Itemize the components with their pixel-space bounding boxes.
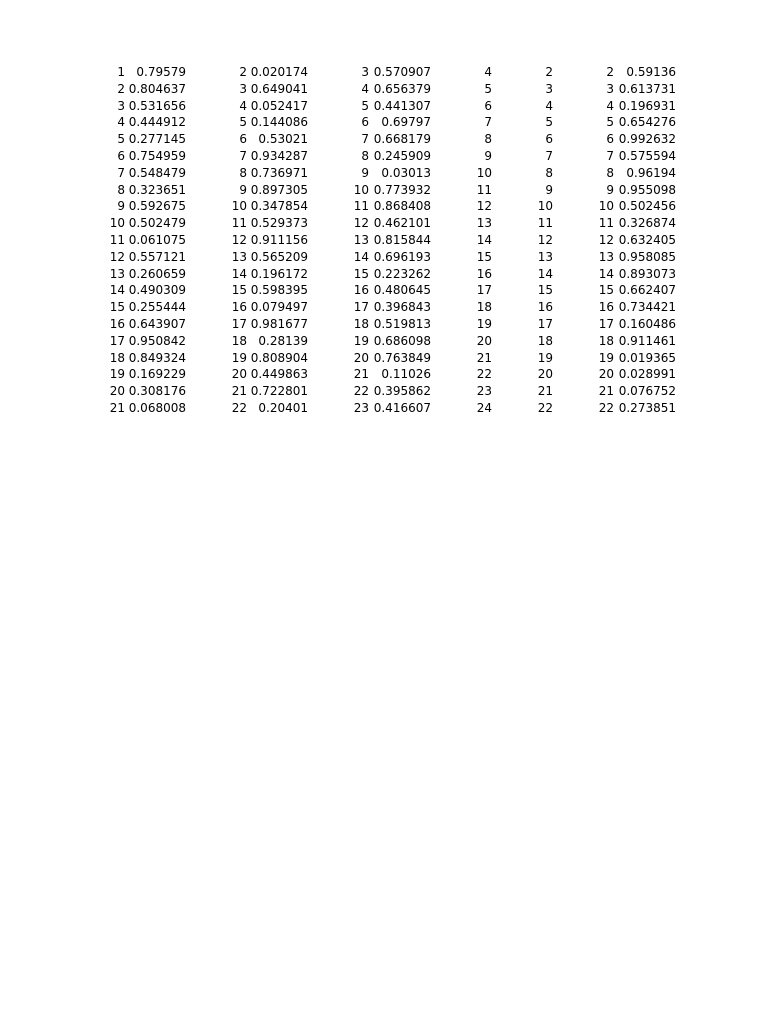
table-cell: 17 — [476, 283, 492, 298]
table-cell: 0.11026 — [381, 367, 431, 382]
table-cell: 0.570907 — [373, 65, 431, 79]
table-cell: 10 — [476, 165, 492, 180]
table-cell: 0.656379 — [373, 81, 431, 96]
table-cell: 0.28139 — [258, 333, 308, 348]
table-cell: 0.911461 — [618, 333, 676, 348]
table-cell: 0.076752 — [618, 384, 676, 399]
table-cell: 17 — [231, 316, 247, 331]
table-cell: 0.028991 — [618, 367, 676, 382]
table-row — [0, 383, 768, 400]
table-row — [0, 148, 768, 165]
table-cell: 11 — [598, 216, 614, 231]
table-cell: 11 — [353, 199, 369, 214]
table-cell: 0.223262 — [373, 266, 431, 281]
table-row — [0, 215, 768, 232]
table-cell: 18 — [476, 300, 492, 315]
table-cell: 0.462101 — [373, 216, 431, 231]
table-cell: 16 — [353, 283, 369, 298]
table-cell: 22 — [598, 400, 614, 415]
table-cell: 0.773932 — [373, 182, 431, 197]
table-cell: 8 — [545, 165, 553, 180]
table-cell: 13 — [231, 249, 247, 264]
table-cell: 18 — [353, 316, 369, 331]
table-cell: 0.981677 — [250, 316, 308, 331]
table-cell: 4 — [361, 81, 369, 96]
table-cell: 23 — [353, 400, 369, 415]
table-cell: 9 — [361, 165, 369, 180]
table-cell: 3 — [545, 81, 553, 96]
table-cell: 0.868408 — [373, 199, 431, 214]
table-cell: 10 — [598, 199, 614, 214]
table-cell: 0.020174 — [250, 65, 308, 79]
table-cell: 0.196172 — [250, 266, 308, 281]
table-cell: 0.308176 — [128, 384, 186, 399]
table-row — [0, 299, 768, 316]
table-cell: 15 — [353, 266, 369, 281]
table-cell: 17 — [109, 333, 125, 348]
table-cell: 21 — [598, 384, 614, 399]
table-cell: 0.019365 — [618, 350, 676, 365]
table-row — [0, 282, 768, 299]
table-cell: 0.260659 — [128, 266, 186, 281]
table-cell: 0.849324 — [128, 350, 186, 365]
table-cell: 0.061075 — [128, 232, 186, 247]
table-cell: 0.893073 — [618, 266, 676, 281]
table-cell: 0.565209 — [250, 249, 308, 264]
table-cell: 12 — [598, 232, 614, 247]
table-cell: 0.53021 — [258, 132, 308, 147]
table-row — [0, 249, 768, 266]
table-cell: 0.160486 — [618, 316, 676, 331]
table-cell: 0.598395 — [250, 283, 308, 298]
table-cell: 1 — [117, 65, 125, 79]
table-cell: 0.277145 — [128, 132, 186, 147]
table-cell: 0.696193 — [373, 249, 431, 264]
table-cell: 0.69797 — [381, 115, 431, 130]
table-cell: 0.575594 — [618, 148, 676, 163]
table-cell: 19 — [598, 350, 614, 365]
table-cell: 0.643907 — [128, 316, 186, 331]
table-cell: 22 — [353, 384, 369, 399]
table-cell: 0.529373 — [250, 216, 308, 231]
table-cell: 6 — [117, 148, 125, 163]
table-cell: 6 — [239, 132, 247, 147]
table-cell: 13 — [598, 249, 614, 264]
table-cell: 17 — [598, 316, 614, 331]
table-cell: 0.934287 — [250, 148, 308, 163]
table-cell: 0.686098 — [373, 333, 431, 348]
table-cell: 0.59136 — [626, 65, 676, 79]
table-cell: 0.632405 — [618, 232, 676, 247]
table-cell: 3 — [361, 65, 369, 79]
table-cell: 0.068008 — [128, 400, 186, 415]
table-cell: 16 — [598, 300, 614, 315]
table-row — [0, 64, 768, 81]
table-cell: 10 — [109, 216, 125, 231]
table-cell: 7 — [545, 148, 553, 163]
table-cell: 0.441307 — [373, 98, 431, 113]
table-cell: 8 — [484, 132, 492, 147]
table-cell: 7 — [484, 115, 492, 130]
table-cell: 0.502479 — [128, 216, 186, 231]
table-cell: 0.396843 — [373, 300, 431, 315]
table-cell: 12 — [353, 216, 369, 231]
table-cell: 0.557121 — [128, 249, 186, 264]
table-cell: 12 — [109, 249, 125, 264]
table-cell: 0.519813 — [373, 316, 431, 331]
table-cell: 21 — [231, 384, 247, 399]
table-cell: 22 — [476, 367, 492, 382]
table-cell: 0.347854 — [250, 199, 308, 214]
table-cell: 13 — [476, 216, 492, 231]
table-cell: 0.815844 — [373, 232, 431, 247]
table-cell: 20 — [353, 350, 369, 365]
table-cell: 24 — [476, 400, 492, 415]
table-cell: 19 — [476, 316, 492, 331]
table-cell: 0.196931 — [618, 98, 676, 113]
table-cell: 12 — [476, 199, 492, 214]
table-cell: 0.950842 — [128, 333, 186, 348]
table-cell: 0.490309 — [128, 283, 186, 298]
table-cell: 4 — [484, 65, 492, 79]
table-cell: 22 — [231, 400, 247, 415]
table-row — [0, 266, 768, 283]
table-cell: 2 — [606, 65, 614, 79]
table-row — [0, 131, 768, 148]
table-cell: 0.449863 — [250, 367, 308, 382]
table-cell: 3 — [117, 98, 125, 113]
table-cell: 0.96194 — [626, 165, 676, 180]
table-cell: 3 — [239, 81, 247, 96]
table-cell: 13 — [109, 266, 125, 281]
table-cell: 0.444912 — [128, 115, 186, 130]
table-cell: 4 — [117, 115, 125, 130]
table-cell: 0.531656 — [128, 98, 186, 113]
table-cell: 0.255444 — [128, 300, 186, 315]
table-cell: 13 — [537, 249, 553, 264]
table-cell: 0.763849 — [373, 350, 431, 365]
table-cell: 6 — [545, 132, 553, 147]
table-cell: 21 — [353, 367, 369, 382]
table-cell: 20 — [598, 367, 614, 382]
table-cell: 22 — [537, 400, 553, 415]
table-cell: 0.958085 — [618, 249, 676, 264]
table-cell: 0.754959 — [128, 148, 186, 163]
table-cell: 10 — [353, 182, 369, 197]
table-cell: 16 — [476, 266, 492, 281]
data-sheet — [0, 64, 768, 417]
table-cell: 16 — [537, 300, 553, 315]
table-cell: 0.804637 — [128, 81, 186, 96]
table-cell: 0.897305 — [250, 182, 308, 197]
table-cell: 9 — [117, 199, 125, 214]
table-cell: 11 — [109, 232, 125, 247]
table-cell: 5 — [239, 115, 247, 130]
table-cell: 20 — [476, 333, 492, 348]
table-cell: 0.144086 — [250, 115, 308, 130]
table-cell: 11 — [231, 216, 247, 231]
table-cell: 0.722801 — [250, 384, 308, 399]
table-cell: 5 — [606, 115, 614, 130]
table-cell: 19 — [109, 367, 125, 382]
table-cell: 11 — [537, 216, 553, 231]
table-cell: 16 — [231, 300, 247, 315]
table-cell: 7 — [361, 132, 369, 147]
table-cell: 0.169229 — [128, 367, 186, 382]
table-cell: 0.592675 — [128, 199, 186, 214]
table-cell: 9 — [545, 182, 553, 197]
table-cell: 4 — [606, 98, 614, 113]
table-cell: 21 — [537, 384, 553, 399]
table-cell: 0.668179 — [373, 132, 431, 147]
table-cell: 5 — [117, 132, 125, 147]
table-cell: 15 — [537, 283, 553, 298]
table-cell: 21 — [109, 400, 125, 415]
table-cell: 0.395862 — [373, 384, 431, 399]
table-cell: 19 — [231, 350, 247, 365]
table-cell: 8 — [606, 165, 614, 180]
table-cell: 12 — [231, 232, 247, 247]
table-row — [0, 400, 768, 417]
table-cell: 8 — [361, 148, 369, 163]
table-cell: 17 — [353, 300, 369, 315]
table-cell: 20 — [537, 367, 553, 382]
table-cell: 21 — [476, 350, 492, 365]
table-cell: 9 — [484, 148, 492, 163]
table-cell: 9 — [606, 182, 614, 197]
table-cell: 7 — [239, 148, 247, 163]
table-row — [0, 165, 768, 182]
table-cell: 9 — [239, 182, 247, 197]
table-cell: 6 — [606, 132, 614, 147]
table-cell: 14 — [598, 266, 614, 281]
table-cell: 18 — [109, 350, 125, 365]
table-cell: 8 — [117, 182, 125, 197]
table-cell: 0.79579 — [136, 65, 186, 79]
table-cell: 4 — [545, 98, 553, 113]
table-cell: 2 — [239, 65, 247, 79]
table-cell: 0.326874 — [618, 216, 676, 231]
table-cell: 5 — [361, 98, 369, 113]
table-cell: 0.03013 — [381, 165, 431, 180]
table-cell: 3 — [606, 81, 614, 96]
table-cell: 14 — [353, 249, 369, 264]
table-cell: 0.808904 — [250, 350, 308, 365]
table-cell: 2 — [117, 81, 125, 96]
table-cell: 0.323651 — [128, 182, 186, 197]
table-cell: 8 — [239, 165, 247, 180]
table-cell: 20 — [109, 384, 125, 399]
table-cell: 15 — [598, 283, 614, 298]
table-row — [0, 350, 768, 367]
table-cell: 18 — [598, 333, 614, 348]
table-row — [0, 182, 768, 199]
table-cell: 14 — [109, 283, 125, 298]
table-cell: 0.548479 — [128, 165, 186, 180]
table-row — [0, 366, 768, 383]
table-cell: 0.649041 — [250, 81, 308, 96]
table-cell: 6 — [361, 115, 369, 130]
table-cell: 15 — [109, 300, 125, 315]
table-cell: 0.416607 — [373, 400, 431, 415]
table-cell: 0.992632 — [618, 132, 676, 147]
table-cell: 0.480645 — [373, 283, 431, 298]
table-cell: 17 — [537, 316, 553, 331]
table-cell: 0.911156 — [250, 232, 308, 247]
table-cell: 0.273851 — [618, 400, 676, 415]
table-cell: 7 — [606, 148, 614, 163]
table-row — [0, 232, 768, 249]
table-cell: 15 — [231, 283, 247, 298]
table-cell: 18 — [537, 333, 553, 348]
table-cell: 13 — [353, 232, 369, 247]
table-cell: 0.734421 — [618, 300, 676, 315]
table-cell: 0.736971 — [250, 165, 308, 180]
table-cell: 0.20401 — [258, 400, 308, 415]
table-cell: 18 — [231, 333, 247, 348]
table-row — [0, 316, 768, 333]
table-cell: 14 — [231, 266, 247, 281]
table-cell: 15 — [476, 249, 492, 264]
table-row — [0, 114, 768, 131]
table-cell: 0.955098 — [618, 182, 676, 197]
table-row — [0, 333, 768, 350]
table-row — [0, 98, 768, 115]
table-cell: 14 — [476, 232, 492, 247]
table-cell: 10 — [231, 199, 247, 214]
table-cell: 5 — [545, 115, 553, 130]
table-row — [0, 198, 768, 215]
table-cell: 5 — [484, 81, 492, 96]
table-cell: 23 — [476, 384, 492, 399]
table-cell: 0.245909 — [373, 148, 431, 163]
table-cell: 0.613731 — [618, 81, 676, 96]
table-cell: 2 — [545, 65, 553, 79]
table-cell: 6 — [484, 98, 492, 113]
table-cell: 0.079497 — [250, 300, 308, 315]
table-cell: 0.052417 — [250, 98, 308, 113]
table-cell: 0.662407 — [618, 283, 676, 298]
table-cell: 11 — [476, 182, 492, 197]
table-cell: 20 — [231, 367, 247, 382]
table-cell: 7 — [117, 165, 125, 180]
table-row — [0, 81, 768, 98]
table-cell: 19 — [537, 350, 553, 365]
table-cell: 0.502456 — [618, 199, 676, 214]
table-cell: 4 — [239, 98, 247, 113]
table-cell: 16 — [109, 316, 125, 331]
table-cell: 12 — [537, 232, 553, 247]
table-cell: 10 — [537, 199, 553, 214]
table-cell: 19 — [353, 333, 369, 348]
table-cell: 0.654276 — [618, 115, 676, 130]
table-cell: 14 — [537, 266, 553, 281]
